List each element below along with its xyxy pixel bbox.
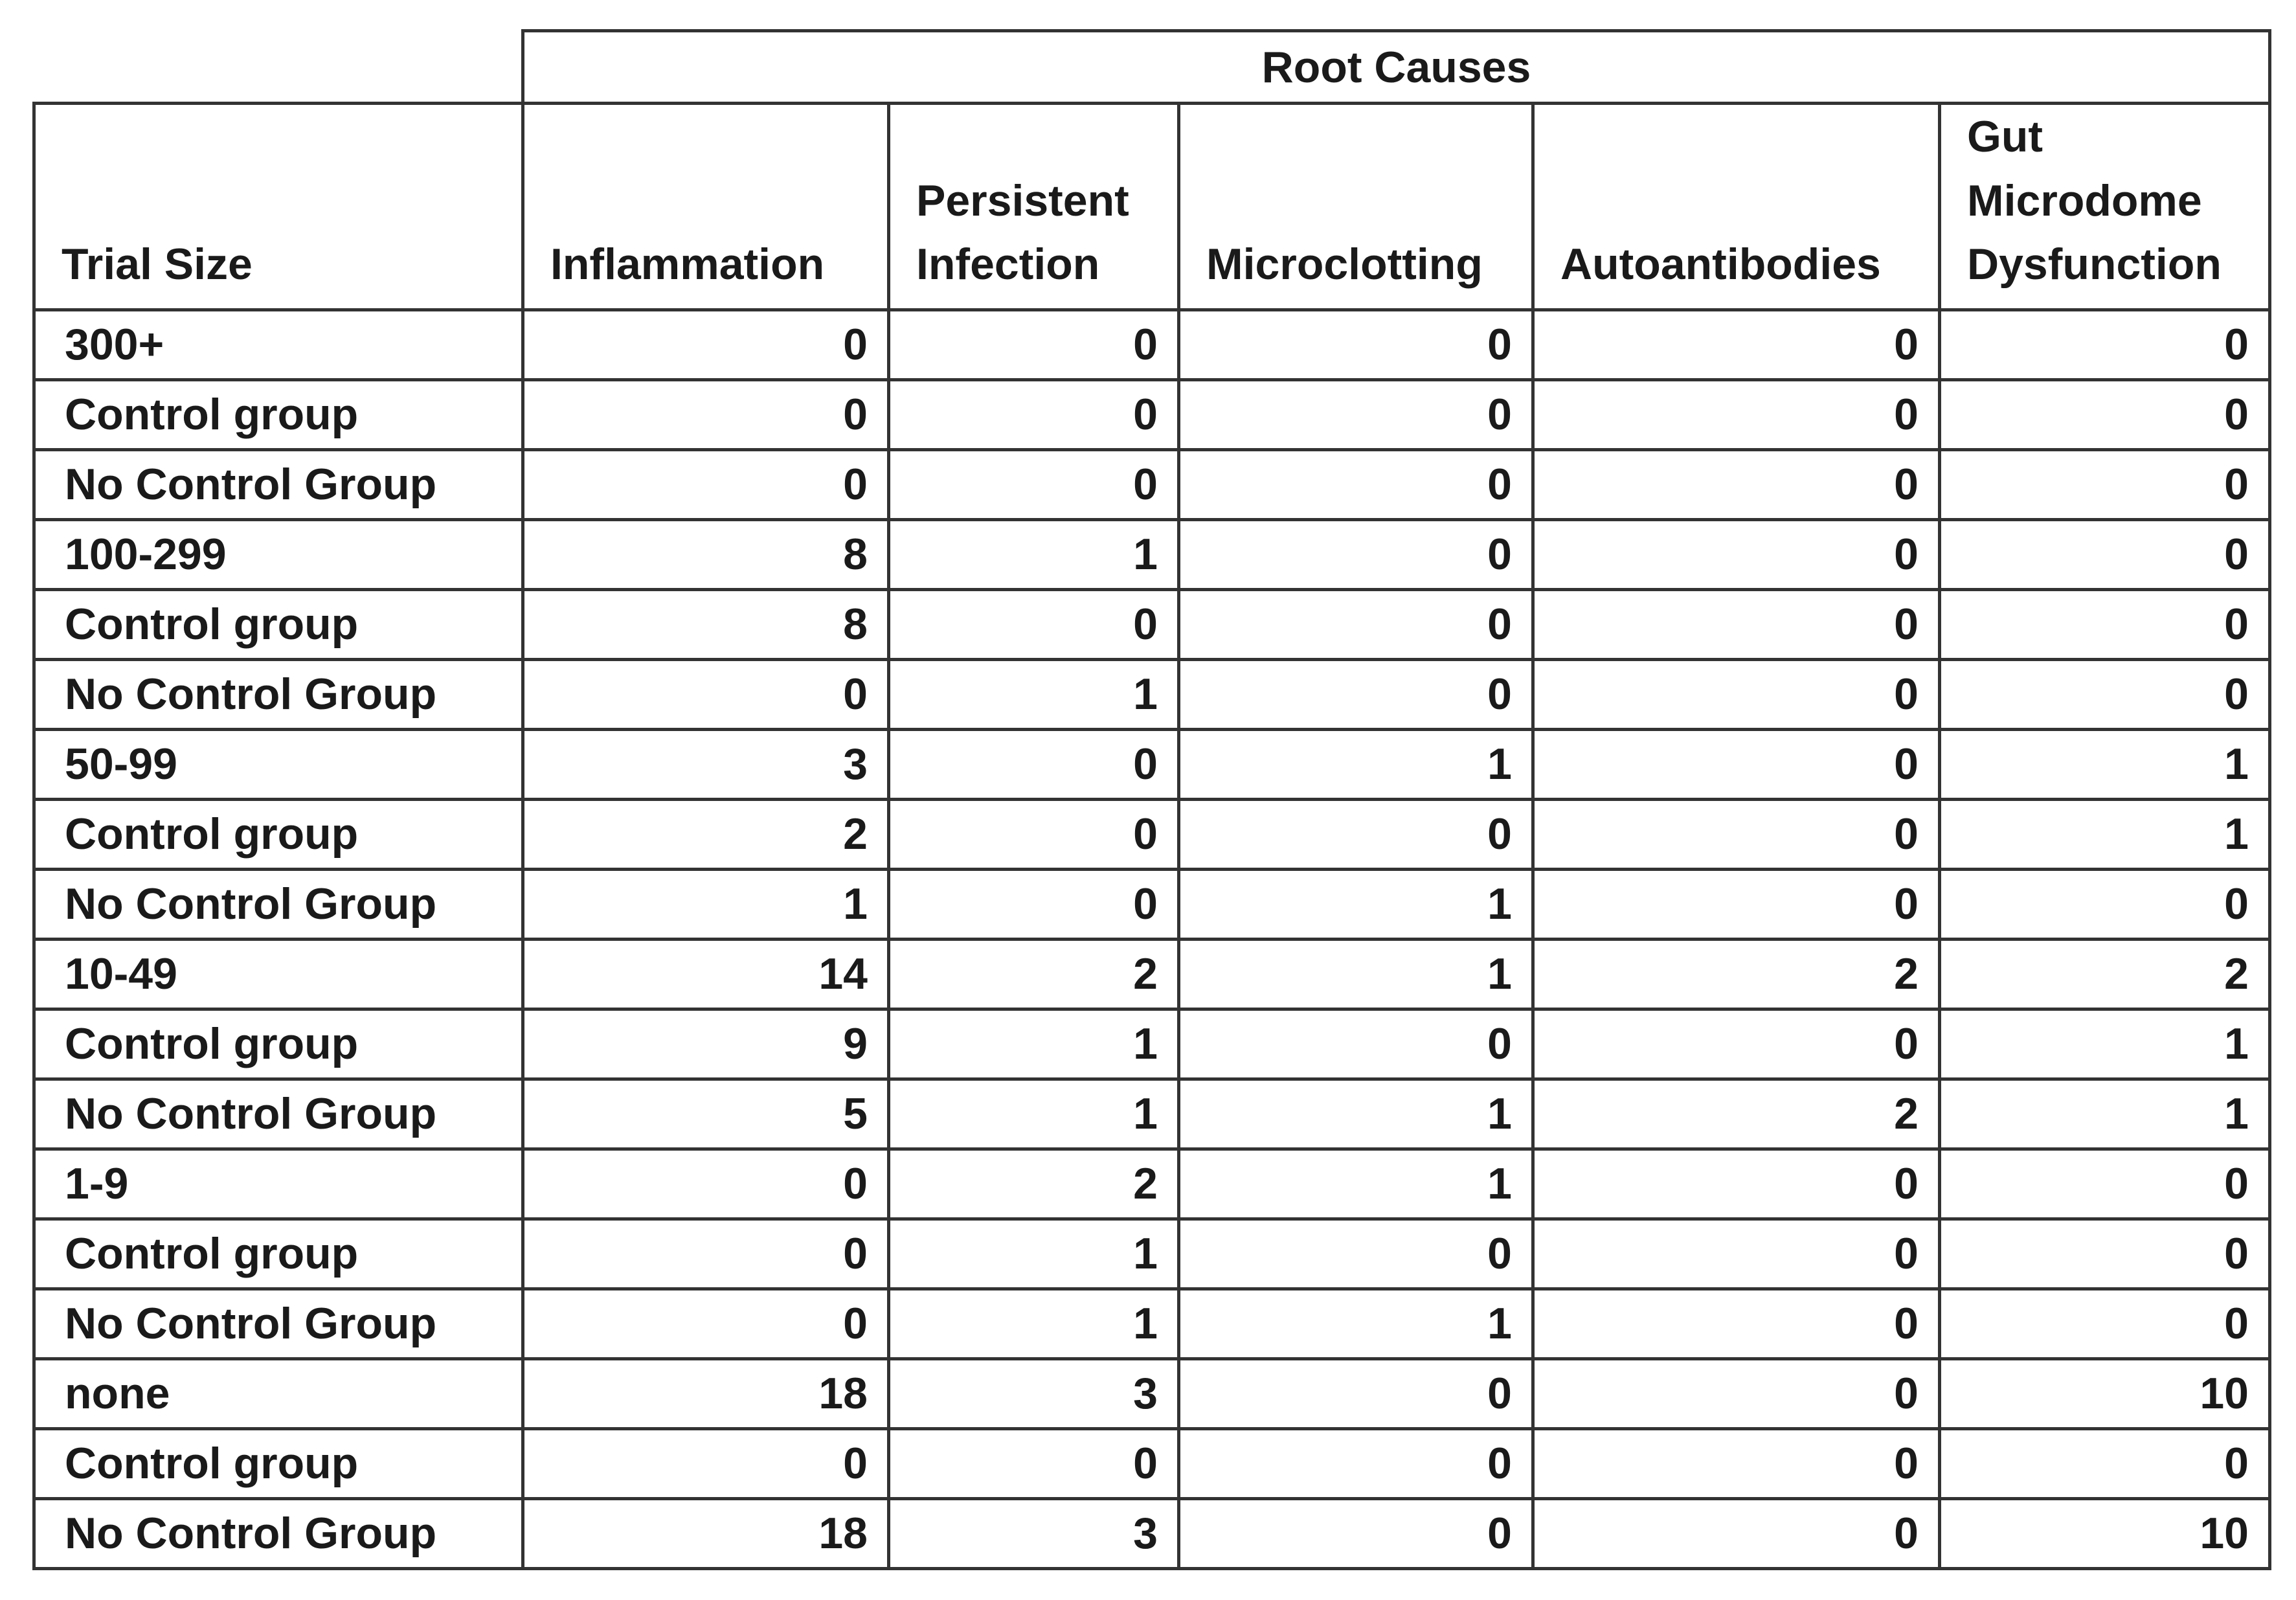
value-cell: 0 [523, 310, 889, 379]
value-cell: 0 [1179, 799, 1533, 869]
row-label: Control group [34, 1428, 523, 1498]
value-cell: 1 [889, 1219, 1179, 1289]
value-cell: 10 [1940, 1498, 2270, 1568]
value-cell: 0 [889, 589, 1179, 659]
value-cell: 2 [1533, 939, 1940, 1009]
row-label: Control group [34, 1009, 523, 1079]
row-label: Control group [34, 379, 523, 449]
row-label: 1-9 [34, 1149, 523, 1219]
column-header-row [34, 104, 2270, 310]
microclotting-header [1179, 104, 1533, 310]
value-cell: 0 [1179, 1498, 1533, 1568]
row-label: 50-99 [34, 729, 523, 799]
value-cell: 0 [1179, 1009, 1533, 1079]
value-cell: 0 [1940, 449, 2270, 519]
value-cell: 1 [1179, 869, 1533, 939]
value-cell: 0 [889, 379, 1179, 449]
value-cell: 10 [1940, 1358, 2270, 1428]
value-cell: 0 [1533, 1428, 1940, 1498]
value-cell: 1 [1940, 1079, 2270, 1149]
group-header-row [34, 31, 2270, 104]
value-cell: 0 [1179, 1219, 1533, 1289]
value-cell: 1 [1940, 799, 2270, 869]
value-cell: 0 [1179, 589, 1533, 659]
value-cell: 1 [889, 519, 1179, 589]
value-cell: 18 [523, 1498, 889, 1568]
value-cell: 0 [1533, 659, 1940, 729]
table-row [34, 449, 2270, 519]
row-label: none [34, 1358, 523, 1428]
value-cell: 0 [1179, 659, 1533, 729]
column-header-line: Microdome [1967, 175, 2202, 225]
table-row [34, 519, 2270, 589]
value-cell: 0 [1533, 519, 1940, 589]
root-causes-table [32, 29, 2271, 1570]
value-cell: 0 [1940, 869, 2270, 939]
value-cell: 0 [1533, 310, 1940, 379]
value-cell: 0 [523, 1219, 889, 1289]
row-label: 100-299 [34, 519, 523, 589]
value-cell: 0 [1940, 1149, 2270, 1219]
value-cell: 0 [523, 1149, 889, 1219]
table-row [34, 869, 2270, 939]
table-row [34, 1428, 2270, 1498]
value-cell: 3 [889, 1358, 1179, 1428]
column-header-line: Infection [916, 240, 1100, 289]
row-label: No Control Group [34, 659, 523, 729]
value-cell: 1 [1179, 939, 1533, 1009]
value-cell: 0 [1533, 1009, 1940, 1079]
blank-corner-cell [34, 31, 523, 104]
inflammation-header [523, 104, 889, 310]
value-cell: 1 [523, 869, 889, 939]
value-cell: 0 [523, 379, 889, 449]
value-cell: 0 [1940, 519, 2270, 589]
column-header-line: Dysfunction [1967, 240, 2222, 289]
value-cell: 2 [523, 799, 889, 869]
value-cell: 0 [889, 729, 1179, 799]
value-cell: 0 [1179, 449, 1533, 519]
value-cell: 0 [1940, 379, 2270, 449]
value-cell: 0 [523, 1289, 889, 1358]
value-cell: 0 [889, 449, 1179, 519]
table-row [34, 939, 2270, 1009]
value-cell: 0 [1179, 1358, 1533, 1428]
value-cell: 5 [523, 1079, 889, 1149]
value-cell: 1 [889, 1289, 1179, 1358]
value-cell: 1 [889, 1009, 1179, 1079]
value-cell: 0 [1940, 1428, 2270, 1498]
value-cell: 3 [889, 1498, 1179, 1568]
gut-microdome-dysfunction-header [1940, 104, 2270, 310]
value-cell: 0 [1940, 659, 2270, 729]
row-label: No Control Group [34, 449, 523, 519]
value-cell: 8 [523, 519, 889, 589]
value-cell: 9 [523, 1009, 889, 1079]
table-row [34, 729, 2270, 799]
value-cell: 1 [889, 1079, 1179, 1149]
row-label: Control group [34, 1219, 523, 1289]
value-cell: 1 [1179, 1289, 1533, 1358]
table-row [34, 799, 2270, 869]
value-cell: 0 [1533, 1498, 1940, 1568]
value-cell: 3 [523, 729, 889, 799]
value-cell: 0 [1533, 449, 1940, 519]
autoantibodies-header [1533, 104, 1940, 310]
column-header-line: Inflammation [550, 240, 825, 289]
table-row [34, 1079, 2270, 1149]
row-label: No Control Group [34, 1079, 523, 1149]
value-cell: 0 [1940, 589, 2270, 659]
value-cell: 0 [1940, 310, 2270, 379]
value-cell: 0 [1179, 310, 1533, 379]
row-label: No Control Group [34, 1498, 523, 1568]
value-cell: 0 [1533, 379, 1940, 449]
table-row [34, 1219, 2270, 1289]
value-cell: 0 [889, 310, 1179, 379]
row-label: No Control Group [34, 1289, 523, 1358]
table-row [34, 1358, 2270, 1428]
column-header-line: Persistent [916, 175, 1129, 225]
value-cell: 1 [1179, 1079, 1533, 1149]
table-row [34, 379, 2270, 449]
root-causes-header: Root Causes [523, 31, 2270, 104]
value-cell: 0 [1179, 1428, 1533, 1498]
value-cell: 0 [523, 1428, 889, 1498]
value-cell: 2 [889, 1149, 1179, 1219]
table-row [34, 1149, 2270, 1219]
row-label: 10-49 [34, 939, 523, 1009]
value-cell: 0 [1179, 519, 1533, 589]
column-header-line: Autoantibodies [1560, 240, 1881, 289]
value-cell: 0 [1533, 1358, 1940, 1428]
value-cell: 1 [1179, 1149, 1533, 1219]
table-body [34, 310, 2270, 1568]
table-row [34, 1498, 2270, 1568]
value-cell: 0 [1533, 729, 1940, 799]
row-label: Control group [34, 589, 523, 659]
value-cell: 0 [1533, 869, 1940, 939]
value-cell: 14 [523, 939, 889, 1009]
table-row [34, 1009, 2270, 1079]
value-cell: 0 [523, 659, 889, 729]
persistent-infection-header [889, 104, 1179, 310]
row-label: Control group [34, 799, 523, 869]
value-cell: 2 [889, 939, 1179, 1009]
table-row [34, 1289, 2270, 1358]
row-label: No Control Group [34, 869, 523, 939]
value-cell: 0 [1179, 379, 1533, 449]
value-cell: 2 [1533, 1079, 1940, 1149]
value-cell: 0 [889, 869, 1179, 939]
column-header-line: Gut [1967, 112, 2043, 161]
value-cell: 2 [1940, 939, 2270, 1009]
value-cell: 0 [1533, 589, 1940, 659]
value-cell: 0 [1533, 1149, 1940, 1219]
row-label: 300+ [34, 310, 523, 379]
trial-size-header-label: Trial Size [62, 240, 253, 289]
value-cell: 0 [1533, 1289, 1940, 1358]
table-row [34, 310, 2270, 379]
table-row [34, 589, 2270, 659]
value-cell: 1 [1940, 729, 2270, 799]
column-header-line: Microclotting [1206, 240, 1483, 289]
table-row [34, 659, 2270, 729]
value-cell: 1 [889, 659, 1179, 729]
value-cell: 0 [1940, 1219, 2270, 1289]
value-cell: 18 [523, 1358, 889, 1428]
value-cell: 1 [1179, 729, 1533, 799]
value-cell: 0 [1940, 1289, 2270, 1358]
value-cell: 0 [1533, 799, 1940, 869]
value-cell: 0 [1533, 1219, 1940, 1289]
root-causes-table-container [32, 29, 2271, 1570]
value-cell: 0 [523, 449, 889, 519]
value-cell: 1 [1940, 1009, 2270, 1079]
trial-size-header [34, 104, 523, 310]
value-cell: 0 [889, 799, 1179, 869]
value-cell: 0 [889, 1428, 1179, 1498]
value-cell: 8 [523, 589, 889, 659]
